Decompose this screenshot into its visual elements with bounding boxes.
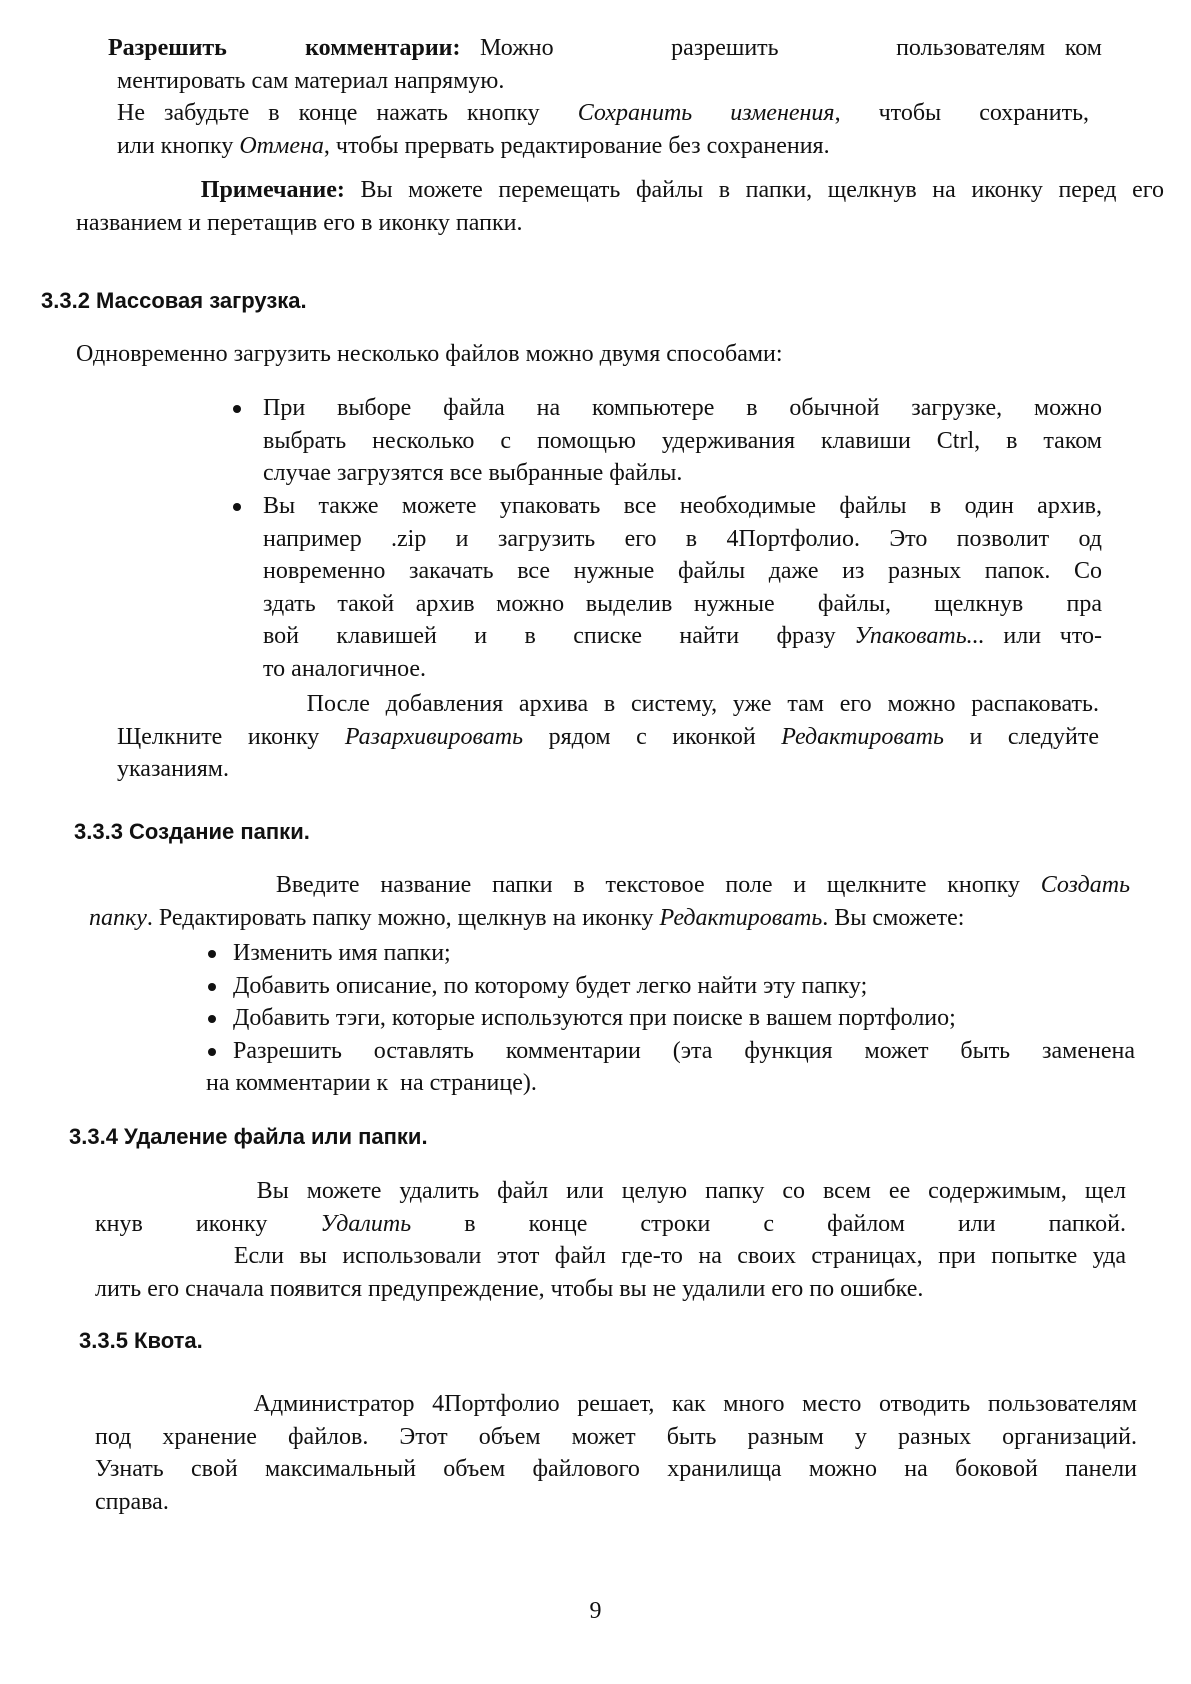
bold-text: Разрешить комментарии: <box>108 35 461 61</box>
text-line <box>233 1035 1135 1068</box>
text: Не забудьте в конце нажать кнопку <box>117 100 578 126</box>
text: и следуйте <box>943 723 1099 750</box>
text: или что- <box>984 623 1102 649</box>
text: Одновременно загрузить несколько файлов можно двумя способами: <box>76 341 783 367</box>
text-line <box>117 65 1102 98</box>
text-line <box>95 1240 1126 1273</box>
text: под хранение файлов. Этот объем может быть разным у разных организаций. <box>95 1423 1137 1450</box>
text: кнув иконку <box>95 1210 321 1237</box>
text-line <box>95 1388 1137 1421</box>
text-line <box>263 555 1102 588</box>
text-line <box>95 1175 1126 1208</box>
italic-text: Сохранить изменения <box>577 100 835 126</box>
text-line <box>233 937 1135 970</box>
folder-bullet-list <box>206 937 1135 1100</box>
text: выбрать несколько с помощью удерживания клавиши Ctrl, в таком <box>263 427 1102 454</box>
italic-text: Редактировать <box>781 723 944 750</box>
italic-text: Упаковать... <box>854 623 985 649</box>
text: ментировать сам материал напрямую. <box>117 67 505 94</box>
text: , чтобы сохранить, <box>834 100 1090 126</box>
bullet-item <box>263 490 1102 685</box>
list-item <box>206 1067 1135 1100</box>
heading-quota: 3.3.5 Квота. <box>79 1328 203 1353</box>
list-item <box>233 970 1135 1003</box>
paragraph-create-folder <box>89 869 1130 934</box>
text: справа. <box>95 1488 169 1515</box>
bullet-icon <box>208 1015 216 1023</box>
text: лить его сначала появится предупреждение, чтобы вы не удалили его по ошибке. <box>95 1275 924 1302</box>
text-line <box>263 457 1102 490</box>
text: новременно закачать все нужные файлы даже из разных папок. Со <box>263 558 1102 584</box>
text: Разрешить оставлять комментарии (эта функция может быть заменена <box>233 1037 1135 1064</box>
text-line <box>117 688 1099 721</box>
text: здать такой архив можно выделив нужные файлы, щелкнув пра <box>263 590 1102 617</box>
text-line <box>89 869 1130 902</box>
text: Изменить имя папки; <box>233 940 451 966</box>
text: После добавления архива в систему, уже там его можно распаковать. <box>117 691 1099 717</box>
text: в конце строки с файлом или папкой. <box>411 1210 1126 1237</box>
bullet-icon <box>233 405 241 413</box>
heading-delete: 3.3.4 Удаление файла или папки. <box>69 1124 428 1149</box>
bullet-icon <box>208 950 216 958</box>
text-line <box>233 1002 1135 1035</box>
text-line <box>95 1453 1137 1486</box>
text: Если вы использовали этот файл где-то на своих страницах, при попытке уда <box>95 1243 1126 1269</box>
text-line <box>108 32 1102 65</box>
text: Введите название папки в текстовое поле и щелкните кнопку <box>89 872 1041 898</box>
paragraph-save-changes <box>117 97 1089 162</box>
italic-text: Отмена <box>239 132 324 159</box>
text-line <box>117 721 1099 754</box>
text: например .zip и загрузить его в 4Портфолио. Это позволит од <box>263 525 1102 552</box>
text: Узнать свой максимальный объем файлового хранилища можно на боковой панели <box>95 1456 1137 1482</box>
text: . Вы сможете: <box>822 904 965 931</box>
text-line <box>206 1067 1135 1100</box>
italic-text: Удалить <box>320 1210 412 1237</box>
bullet-icon <box>233 503 241 511</box>
text: или кнопку <box>117 132 240 159</box>
text: Администратор 4Портфолио решает, как много место отводить пользователям <box>95 1391 1137 1417</box>
page-number: 9 <box>589 1598 602 1624</box>
text: вой клавишей и в списке найти фразу <box>263 623 855 649</box>
text: Можно разрешить пользователям ком <box>460 35 1102 61</box>
paragraph-bulk-intro <box>76 338 976 371</box>
text-line <box>233 970 1135 1003</box>
text-line <box>76 338 976 371</box>
bold-text: Примечание: <box>76 177 345 203</box>
text: Вы можете перемещать файлы в папки, щелкнув на иконку перед его <box>344 177 1164 203</box>
text-line <box>263 588 1102 621</box>
text-line <box>263 425 1102 458</box>
list-item <box>233 1002 1135 1035</box>
text-line <box>263 523 1102 556</box>
text: Добавить тэги, которые используются при поиске в вашем портфолио; <box>233 1005 956 1031</box>
text: . Редактировать папку можно, щелкнув на иконку <box>146 904 660 931</box>
text: , чтобы прервать редактирование без сохранения. <box>323 132 830 159</box>
heading-create-folder: 3.3.3 Создание папки. <box>74 819 310 844</box>
text-line <box>117 753 1099 786</box>
text: Щелкните иконку <box>117 723 345 750</box>
italic-text: Редактировать <box>659 904 823 931</box>
text-line <box>263 392 1102 425</box>
text-line <box>89 902 1130 935</box>
text-line <box>263 490 1102 523</box>
text: рядом с иконкой <box>523 723 782 750</box>
paragraph-allow-comments <box>108 32 1102 97</box>
text-line <box>95 1273 1126 1306</box>
paragraph-quota <box>95 1388 1137 1518</box>
bullet-item <box>263 392 1102 490</box>
list-item <box>233 1035 1135 1068</box>
bullet-icon <box>208 1048 216 1056</box>
text: указаниям. <box>117 756 229 782</box>
text-line <box>95 1486 1137 1519</box>
heading-bulk-upload: 3.3.2 Массовая загрузка. <box>41 288 307 313</box>
text: на комментарии к на странице). <box>206 1070 537 1096</box>
text-line <box>263 620 1102 653</box>
text: При выборе файла на компьютере в обычной загрузке, можно <box>263 395 1102 421</box>
text-line <box>117 97 1089 130</box>
text-line <box>76 174 1164 207</box>
text: Вы можете удалить файл или целую папку со всем ее содержимым, щел <box>95 1178 1126 1204</box>
paragraph-delete <box>95 1175 1126 1305</box>
italic-text: Создать <box>1040 872 1130 898</box>
list-item <box>233 937 1135 970</box>
text-line <box>95 1208 1126 1241</box>
text: Вы также можете упаковать все необходимые файлы в один архив, <box>263 493 1102 519</box>
text-line <box>263 653 1102 686</box>
text: Добавить описание, по которому будет легко найти эту папку; <box>233 972 868 999</box>
text: то аналогичное. <box>263 655 427 682</box>
text-line <box>95 1421 1137 1454</box>
bullet-icon <box>208 983 216 991</box>
text-line <box>76 207 1164 240</box>
text: названием и перетащив его в иконку папки. <box>76 209 523 236</box>
text-line <box>117 130 1089 163</box>
italic-text: папку <box>89 904 147 931</box>
paragraph-note <box>76 174 1164 239</box>
text: случае загрузятся все выбранные файлы. <box>263 460 683 486</box>
paragraph-after-archive <box>117 688 1099 786</box>
italic-text: Разархивировать <box>344 723 524 750</box>
